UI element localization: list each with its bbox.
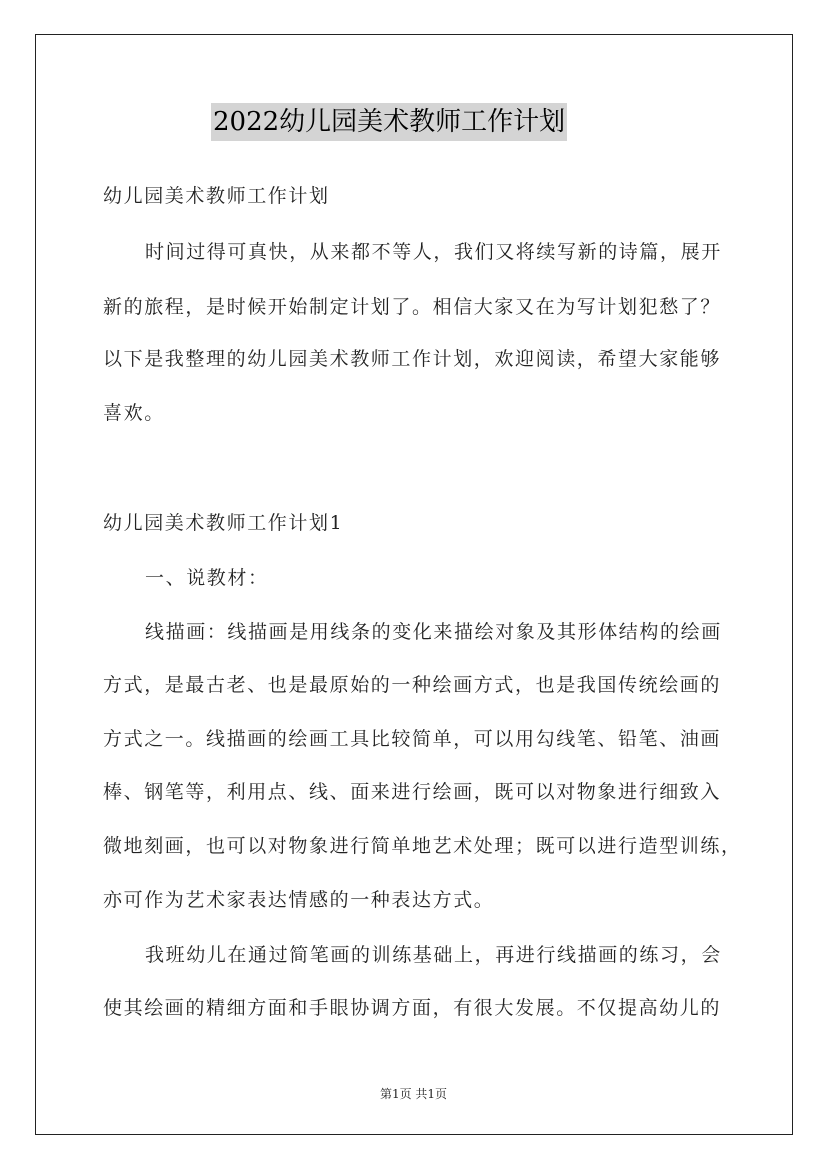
paragraph-line: 棒、钢笔等，利用点、线、面来进行绘画，既可以对物象进行细致入 [103,781,722,803]
paragraph-line: 方式之一。线描画的绘画工具比较简单，可以用勾线笔、铅笔、油画 [103,728,722,750]
paragraph-line: 使其绘画的精细方面和手眼协调方面，有很大发展。不仅提高幼儿的 [103,997,722,1019]
paragraph-line: 喜欢。 [103,402,165,424]
paragraph-line: 新的旅程，是时候开始制定计划了。相信大家又在为写计划犯愁了？ [103,296,722,318]
document-title: 2022幼儿园美术教师工作计划 [211,103,567,141]
paragraph-line: 亦可作为艺术家表达情感的一种表达方式。 [103,889,495,911]
paragraph-line: 微地刻画，也可以对物象进行简单地艺术处理；既可以进行造型训练， [103,835,742,857]
paragraph-line: 以下是我整理的幼儿园美术教师工作计划，欢迎阅读，希望大家能够 [103,348,722,370]
paragraph-line: 时间过得可真快，从来都不等人，我们又将续写新的诗篇，展开 [145,241,722,263]
paragraph-line: 方式，是最古老、也是最原始的一种绘画方式，也是我国传统绘画的 [103,674,722,696]
paragraph-line: 我班幼儿在通过简笔画的训练基础上，再进行线描画的练习，会 [145,944,722,966]
subtitle-line: 幼儿园美术教师工作计划 [103,185,330,207]
page-number-footer: 第1页 共1页 [379,1087,448,1101]
subsection-heading: 一、说教材： [145,567,269,589]
paragraph-line: 线描画：线描画是用线条的变化来描绘对象及其形体结构的绘画 [145,621,722,643]
section-heading: 幼儿园美术教师工作计划1 [103,512,344,534]
